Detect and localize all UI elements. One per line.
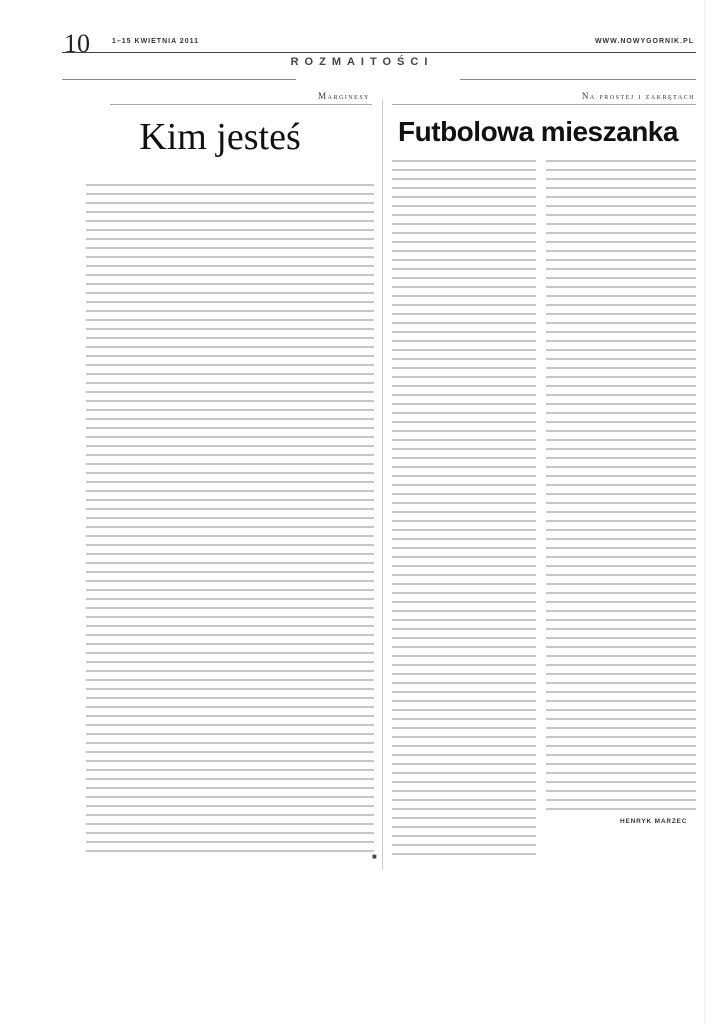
- left-kicker-rule: [110, 104, 372, 105]
- end-mark: ■: [372, 852, 377, 861]
- header-rule: [62, 52, 696, 53]
- right-kicker: Na prostej i zakrętach: [581, 91, 695, 101]
- right-article-column-1-placeholder: [392, 160, 536, 860]
- right-headline: Futbolowa mieszanka: [398, 116, 678, 147]
- right-kicker-rule: [392, 104, 696, 105]
- page-number: 10: [64, 29, 90, 58]
- section-name: ROZMAITOŚCI: [290, 56, 434, 68]
- column-divider: [382, 100, 383, 870]
- left-headline: Kim jesteś: [139, 116, 301, 158]
- section-rule-right: [460, 79, 696, 80]
- left-article-body-placeholder: [86, 184, 374, 852]
- page-edge-rule: [704, 0, 705, 1024]
- right-article-column-2-placeholder: [546, 160, 696, 810]
- issue-date: 1–15 KWIETNIA 2011: [112, 38, 199, 45]
- section-rule-left: [62, 79, 296, 80]
- byline: HENRYK MARZEC: [620, 818, 688, 825]
- left-kicker: Marginesy: [318, 91, 370, 101]
- site-url: WWW.NOWYGORNIK.PL: [594, 38, 694, 45]
